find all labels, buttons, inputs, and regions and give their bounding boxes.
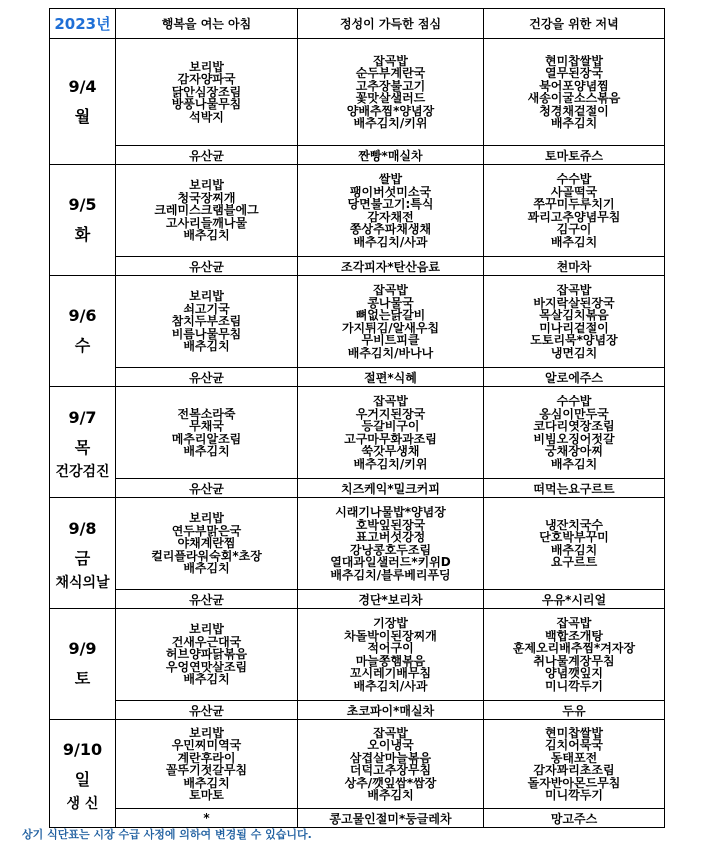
menu-item: 바지락살된장국: [533, 296, 615, 309]
menu-item: 잡곡밥: [373, 726, 408, 739]
day-of-week: 목: [74, 438, 91, 457]
menu-item: 보리밥: [189, 290, 224, 303]
menu-item: 토마토: [189, 789, 224, 802]
menu-item: 배추김치/키위: [353, 117, 428, 130]
snack-item: 유산균: [116, 701, 298, 720]
menu-item: 배추김치: [183, 340, 230, 353]
menu-item: 양념깻잎지: [545, 667, 603, 680]
day-row: [50, 165, 665, 257]
menu-item: 기장밥: [373, 617, 408, 630]
day-row: [50, 276, 665, 368]
snack-item: 절편*식혜: [298, 368, 484, 387]
menu-item: 쭈꾸미두루치기: [533, 198, 615, 211]
day-note: 건강검진: [55, 464, 110, 480]
menu-item: 감자꽈리초조림: [533, 764, 615, 777]
day-row: [50, 498, 665, 590]
year-label: 2023년: [50, 9, 116, 39]
menu-item: 돌자반아몬드무침: [527, 776, 621, 789]
snack-item: 떠먹는요구르트: [484, 479, 665, 498]
menu-item: 보리밥: [189, 623, 224, 636]
snack-row: [50, 479, 665, 498]
menu-item: 수수밥: [556, 173, 592, 186]
menu-item: 배추김치: [183, 776, 230, 789]
menu-item: 미니깍두기: [545, 789, 603, 802]
menu-item: 우민찌미역국: [171, 739, 242, 752]
menu-item: 전복소라죽: [177, 407, 236, 420]
menu-item: 감자양파국: [177, 73, 236, 86]
dinner-menu: [484, 720, 665, 809]
dinner-menu: [484, 276, 665, 368]
menu-item: 잡곡밥: [373, 284, 408, 297]
menu-item: 무채국: [189, 420, 224, 433]
menu-item: 배추김치: [183, 673, 230, 686]
breakfast-header: 행복을 여는 아침: [116, 9, 298, 39]
menu-item: 열무된장국: [545, 67, 603, 80]
snack-item: *: [116, 809, 298, 828]
snack-item: 콩고물인절미*둥글레차: [298, 809, 484, 828]
menu-item: 상추/깻잎쌈*쌈장: [344, 776, 437, 789]
menu-item: 사골떡국: [550, 185, 598, 198]
day-of-week: 화: [74, 225, 91, 244]
menu-item: 꽃맛살샐러드: [355, 92, 426, 105]
menu-item: 현미찹쌀밥: [545, 54, 603, 67]
menu-item: 적어구이: [367, 642, 414, 655]
menu-item: 석박지: [189, 110, 224, 124]
menu-item: 감자채전: [367, 210, 414, 223]
snack-item: 유산균: [116, 368, 298, 387]
snack-item: 망고주스: [484, 809, 665, 828]
menu-item: 쇠고기국: [183, 302, 230, 316]
menu-item: 허브양파닭볶음: [165, 648, 248, 661]
snack-row: [50, 590, 665, 609]
menu-item: 크레미스크램블에그: [154, 204, 259, 217]
day-label: [50, 387, 116, 498]
menu-item: 오이냉국: [367, 739, 414, 752]
lunch-menu: [298, 498, 484, 590]
menu-item: 보리밥: [189, 726, 224, 739]
menu-item: 김치어묵국: [545, 739, 603, 752]
menu-item: 시래기나물밥*양념장: [335, 506, 446, 519]
menu-item: 잡곡밥: [373, 54, 408, 67]
weekly-menu-table: [49, 8, 665, 828]
menu-item: 새송이굴소스볶음: [527, 92, 621, 105]
menu-item: 취나물계장무침: [533, 654, 615, 667]
dinner-menu: [484, 609, 665, 701]
menu-item: 동태포전: [550, 751, 598, 764]
day-label: [50, 39, 116, 165]
menu-item: 김구이: [556, 223, 592, 236]
day-date: 9/4: [68, 76, 97, 96]
menu-item: 백합조개탕: [545, 629, 603, 642]
menu-item: 단호박부꾸미: [539, 531, 609, 544]
menu-item: 참치두부조림: [171, 315, 242, 328]
breakfast-menu: [116, 498, 298, 590]
menu-item: 청경채겉절이: [539, 104, 609, 117]
menu-item: 더덕고추장무침: [349, 764, 432, 777]
menu-item: 배추김치: [550, 543, 598, 556]
day-label: [50, 609, 116, 720]
menu-item: 순두부계란국: [355, 67, 426, 80]
lunch-menu: [298, 720, 484, 809]
dinner-menu: [484, 387, 665, 479]
menu-item: 닭안심장조림: [171, 85, 242, 99]
menu-item: 배추김치: [550, 457, 598, 470]
day-date: 9/6: [68, 306, 97, 325]
menu-item: 등갈비구이: [361, 420, 420, 433]
snack-item: 유산균: [116, 146, 298, 165]
menu-item: 강낭콩호두조림: [349, 543, 432, 556]
menu-item: 쑥갓무생채: [361, 445, 420, 458]
menu-item: 배추김치/바나나: [347, 346, 434, 359]
menu-item: 무비트피클: [361, 334, 420, 347]
menu-item: 청국장찌개: [177, 191, 236, 205]
menu-item: 팽이버섯미소국: [349, 185, 432, 198]
breakfast-menu: [116, 609, 298, 701]
snack-row: [50, 809, 665, 828]
breakfast-menu: [116, 387, 298, 479]
day-label: [50, 165, 116, 276]
snack-item: 알로에주스: [484, 368, 665, 387]
snack-item: 치즈케익*밀크커피: [298, 479, 484, 498]
menu-item: 우엉연맛살조림: [165, 660, 248, 674]
menu-item: 고구마무화과조림: [344, 432, 437, 445]
menu-item: 표고버섯강정: [355, 531, 426, 544]
menu-item: 메추리알조림: [171, 432, 242, 445]
menu-item: 야채계란찜: [177, 537, 236, 550]
dinner-menu: [484, 39, 665, 146]
day-label: [50, 498, 116, 609]
menu-item: 배추김치: [367, 789, 414, 802]
menu-item: 도토리묵*양념장: [530, 334, 618, 347]
snack-item: 짠빵*매실차: [298, 146, 484, 165]
footer-notice: 상기 식단표는 시장 수급 사정에 의하여 변경될 수 있습니다.: [22, 828, 312, 841]
menu-item: 목살김치볶음: [539, 309, 609, 322]
lunch-header: 정성이 가득한 점심: [298, 9, 484, 39]
breakfast-menu: [116, 39, 298, 146]
day-date: 9/10: [62, 739, 103, 759]
menu-item: 뼈없는닭갈비: [355, 309, 426, 322]
menu-item: 배추김치: [183, 229, 230, 242]
menu-item: 건새우근대국: [171, 635, 242, 649]
menu-item: 꽈리고추양념무침: [527, 210, 621, 223]
menu-item: 배추김치: [550, 117, 598, 130]
day-of-week: 금: [74, 549, 91, 568]
menu-item: 요구르트: [550, 556, 598, 569]
menu-item: 미나리겉절이: [539, 321, 609, 334]
dinner-menu: [484, 498, 665, 590]
snack-item: 우유*시리얼: [484, 590, 665, 609]
menu-item: 냉면김치: [550, 346, 598, 359]
menu-item: 삼겹살마늘볶음: [349, 751, 432, 764]
menu-item: 당면불고기:특식: [347, 198, 434, 211]
menu-item: 열대과일샐러드*키위D: [330, 556, 451, 569]
day-row: [50, 39, 665, 146]
day-date: 9/5: [68, 195, 97, 214]
snack-row: [50, 368, 665, 387]
snack-item: 쳔마차: [484, 257, 665, 276]
menu-item: 보리밥: [189, 60, 224, 74]
menu-item: 꼬시레기배무침: [349, 667, 432, 680]
menu-item: 마늘쫑햄볶음: [355, 654, 426, 667]
menu-item: 우거지된장국: [355, 407, 426, 420]
day-date: 9/7: [68, 408, 97, 427]
snack-item: 경단*보리차: [298, 590, 484, 609]
day-date: 9/9: [68, 639, 97, 658]
menu-item: 방풍나물무침: [171, 98, 242, 111]
menu-item: 현미찹쌀밥: [545, 726, 603, 739]
menu-item: 북어포양념찜: [539, 79, 609, 92]
menu-item: 배추김치: [550, 235, 598, 248]
day-note: 생 신: [66, 795, 99, 812]
menu-item: 콩나물국: [367, 296, 414, 309]
snack-row: [50, 701, 665, 720]
day-of-week: 수: [74, 336, 91, 355]
menu-item: 잡곡밥: [556, 284, 592, 297]
menu-item: 가지튀김/알새우칩: [341, 321, 440, 334]
menu-item: 고사리들깨나물: [165, 216, 248, 230]
lunch-menu: [298, 39, 484, 146]
menu-item: 보리밥: [189, 179, 224, 192]
menu-item: 미니깍두기: [545, 679, 603, 692]
snack-item: 두유: [484, 701, 665, 720]
snack-item: 유산균: [116, 479, 298, 498]
menu-item: 궁채장아찌: [545, 445, 603, 458]
snack-item: 조각피자*탄산음료: [298, 257, 484, 276]
menu-item: 컬리플라워숙회*초장: [151, 549, 262, 563]
menu-item: 훈제오리배추찜*겨자장: [512, 642, 636, 655]
lunch-menu: [298, 609, 484, 701]
menu-item: 코다리엿장조림: [533, 420, 615, 433]
breakfast-menu: [116, 276, 298, 368]
snack-item: 토마토쥬스: [484, 146, 665, 165]
menu-item: 배추김치: [183, 562, 230, 575]
menu-item: 비름나물무침: [171, 327, 242, 341]
day-row: [50, 720, 665, 809]
breakfast-menu: [116, 165, 298, 257]
menu-item: 차돌박이된장찌개: [344, 629, 437, 642]
menu-item: 배추김치/블루베리푸딩: [330, 568, 451, 581]
menu-item: 배추김치/키위: [353, 457, 428, 470]
menu-item: 쌀밥: [378, 173, 403, 186]
dinner-menu: [484, 165, 665, 257]
dinner-header: 건강을 위한 저녁: [484, 9, 665, 39]
menu-item: 수수밥: [556, 395, 592, 408]
day-date: 9/8: [68, 519, 97, 538]
menu-item: 보리밥: [189, 512, 224, 525]
day-label: [50, 720, 116, 828]
lunch-menu: [298, 387, 484, 479]
snack-item: 유산균: [116, 590, 298, 609]
menu-item: 잡곡밥: [373, 395, 408, 408]
lunch-menu: [298, 276, 484, 368]
menu-item: 배추김치/사과: [353, 235, 428, 248]
day-row: [50, 387, 665, 479]
day-of-week: 토: [74, 669, 91, 688]
menu-item: 잡곡밥: [556, 617, 592, 630]
menu-item: 호박잎된장국: [355, 518, 426, 531]
day-label: [50, 276, 116, 387]
menu-item: 꼴뚜기젓갈무침: [165, 764, 248, 777]
menu-item: 비빔오징어젓갈: [533, 432, 615, 445]
menu-item: 고추장불고기: [355, 79, 426, 92]
day-note: 채식의날: [55, 575, 110, 591]
menu-item: 옹심이만두국: [539, 407, 609, 420]
snack-row: [50, 146, 665, 165]
menu-item: 배추김치/사과: [353, 679, 428, 692]
lunch-menu: [298, 165, 484, 257]
day-row: [50, 609, 665, 701]
menu-item: 연두부맑은국: [171, 524, 242, 538]
menu-item: 냉잔치국수: [545, 518, 603, 531]
header-row: [50, 9, 665, 39]
snack-item: 초코파이*매실차: [298, 701, 484, 720]
day-of-week: 월: [74, 106, 91, 126]
menu-item: 양배추찜*양념장: [346, 104, 435, 117]
day-of-week: 일: [74, 769, 91, 789]
snack-item: 유산균: [116, 257, 298, 276]
menu-table-body: [50, 9, 665, 828]
menu-item: 배추김치: [183, 445, 230, 458]
menu-item: 계란후라이: [177, 751, 236, 764]
breakfast-menu: [116, 720, 298, 809]
snack-row: [50, 257, 665, 276]
menu-item: 쫑상추파채생채: [349, 223, 432, 236]
